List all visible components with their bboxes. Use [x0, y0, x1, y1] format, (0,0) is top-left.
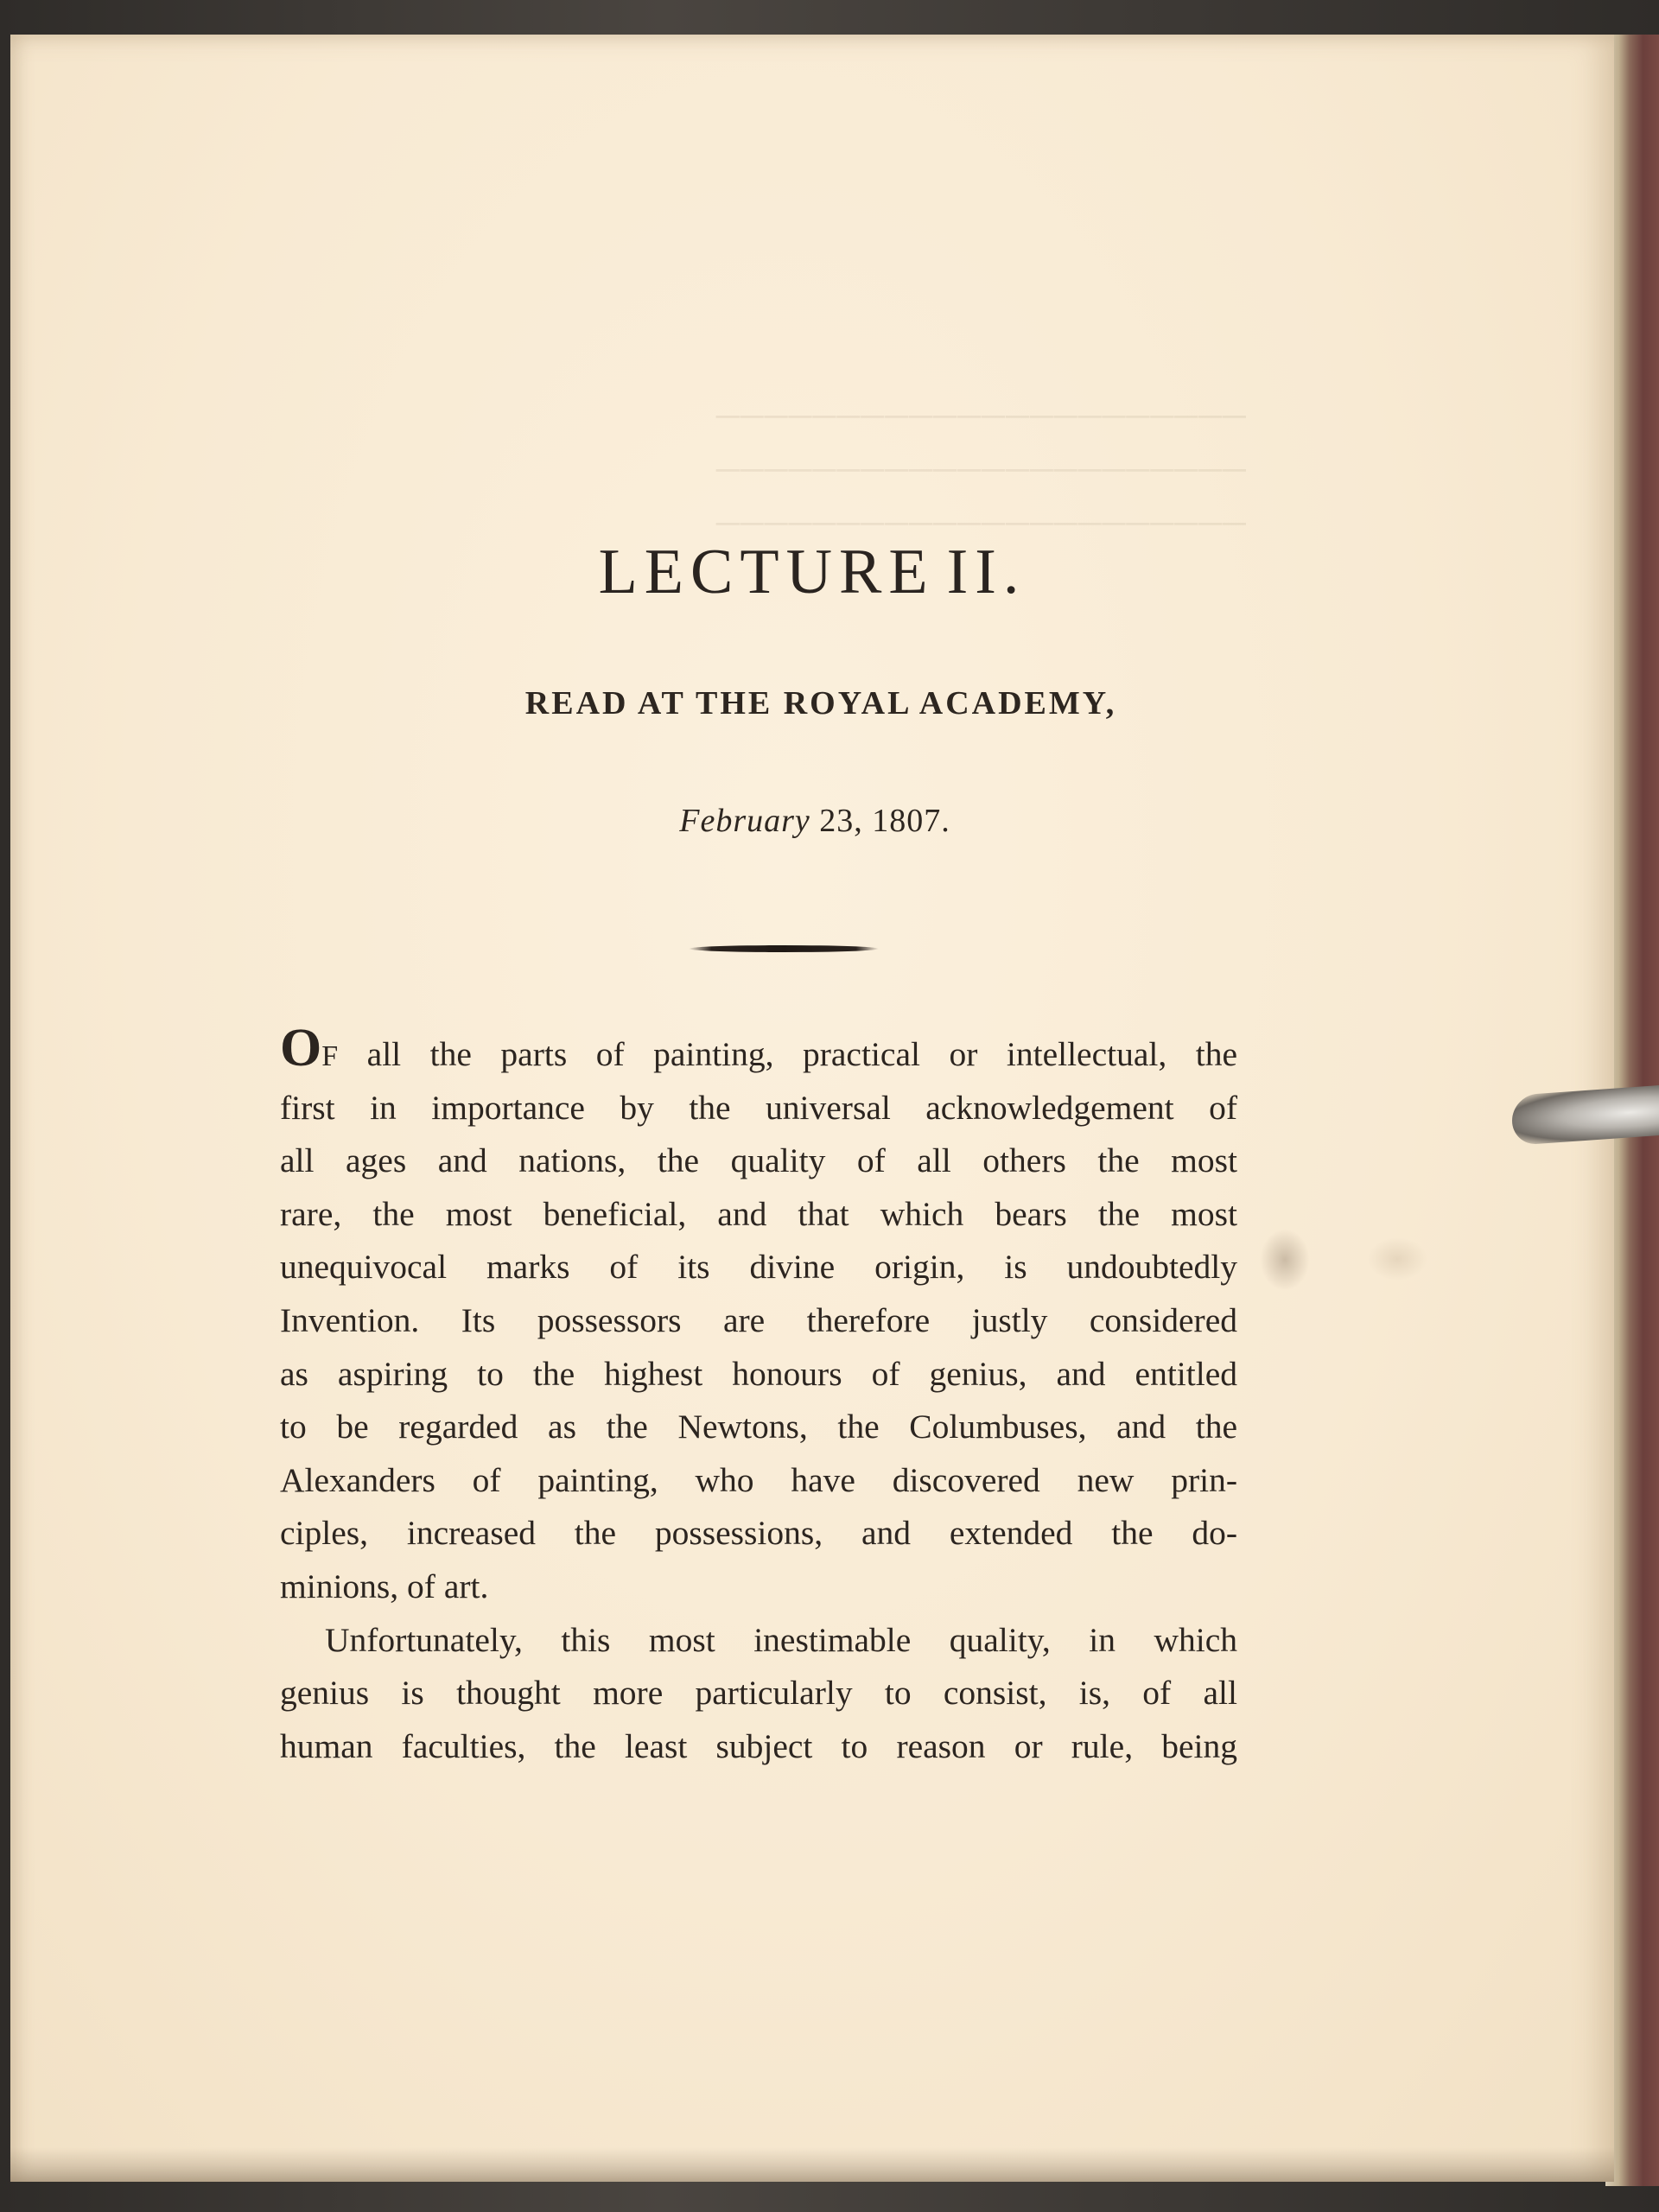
text-line: as aspiring to the highest honours of genius, and entitled	[280, 1354, 1237, 1393]
bleed-through: ──────────────────────	[715, 505, 1246, 542]
lecture-number: II.	[946, 537, 1027, 607]
lecture-title	[10, 536, 1614, 609]
page-edge-shadow	[10, 2147, 1614, 2182]
small-caps: F	[321, 1040, 339, 1072]
text-line: to be regarded as the Newtons, the Columbuses, and the	[280, 1408, 1237, 1446]
bookmark-clip	[1512, 1085, 1659, 1146]
text-line: minions, of art.	[280, 1567, 489, 1605]
bleed-through: ──────────────────────	[715, 452, 1246, 488]
text-line: rare, the most beneficial, and that which bears the most	[280, 1194, 1237, 1233]
ornamental-rule	[689, 945, 879, 952]
text-line: Unfortunately, this most inestimable quality, in which	[325, 1620, 1237, 1659]
text-line: unequivocal marks of its divine origin, is undoubtedly	[280, 1248, 1237, 1287]
date-month: February	[679, 803, 810, 839]
paper-stain	[1367, 1237, 1427, 1281]
text-line: first in importance by the universal acknowledgement of	[280, 1088, 1237, 1127]
book-page	[10, 35, 1614, 2182]
text-line	[280, 1019, 1237, 1082]
drop-cap: O	[280, 1019, 322, 1077]
text-line: genius is thought more particularly to consist, is, of all	[280, 1674, 1237, 1713]
text-line: human faculties, the least subject to reason or rule, being	[280, 1726, 1237, 1765]
body-text	[280, 1019, 1237, 1773]
text-line: Invention. Its possessors are therefore justly considered	[280, 1300, 1237, 1339]
line-text: all the parts of painting, practical or intellectual, the	[338, 1035, 1237, 1073]
date-rest: 23, 1807.	[810, 803, 950, 839]
lecture-subtitle: READ AT THE ROYAL ACADEMY,	[524, 685, 1117, 721]
text-line: all ages and nations, the quality of all others the most	[280, 1141, 1237, 1180]
lecture-date	[10, 802, 1614, 840]
paper-stain	[1260, 1229, 1310, 1291]
text-line: Alexanders of painting, who have discovered new prin-	[280, 1460, 1237, 1499]
lecture-word: LECTURE	[598, 537, 935, 607]
text-line: ciples, increased the possessions, and extended the do-	[280, 1514, 1237, 1553]
bleed-through: ──────────────────────	[715, 398, 1246, 435]
